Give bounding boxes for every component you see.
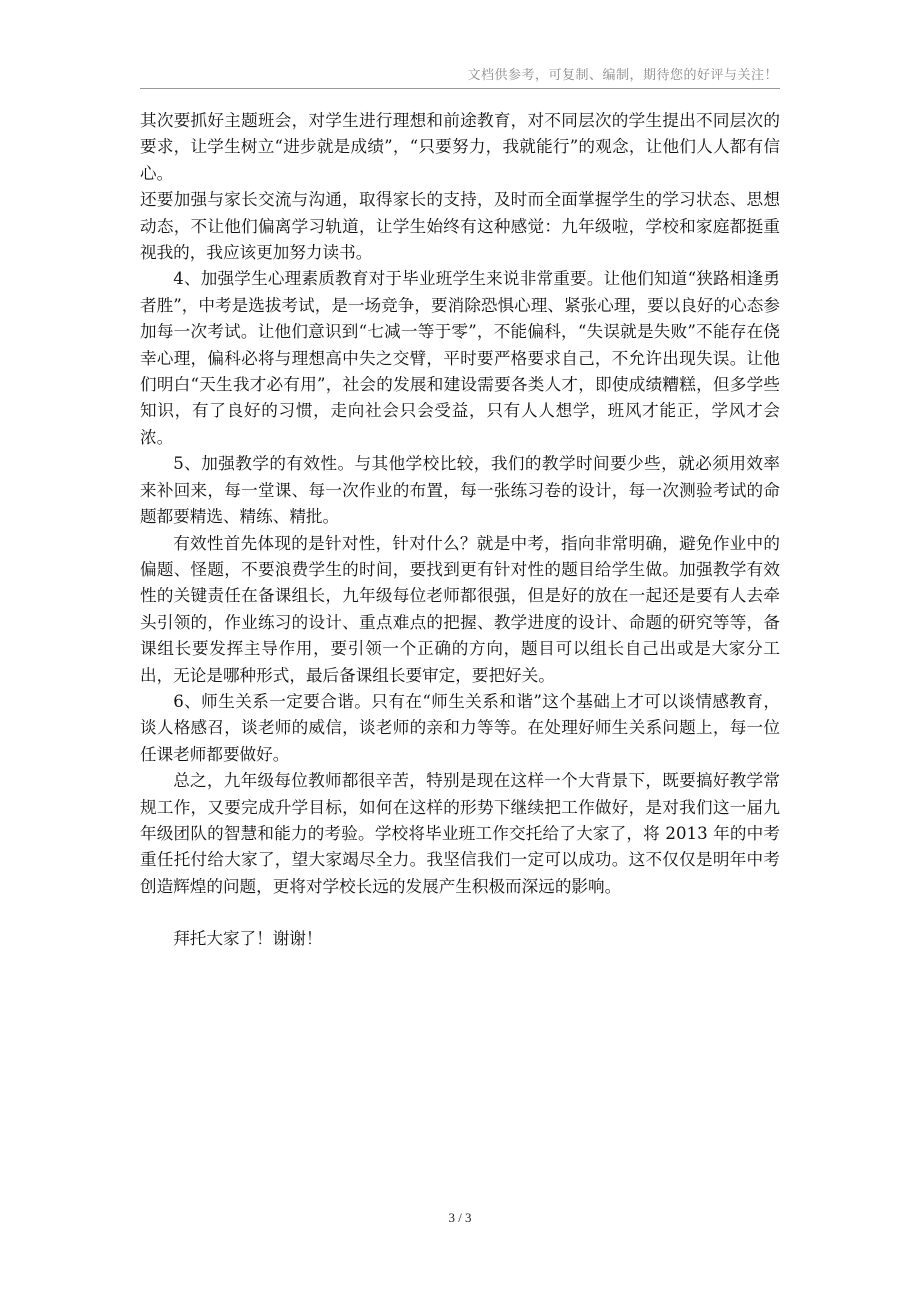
header-divider	[140, 88, 780, 89]
closing-remark: 拜托大家了！谢谢！	[173, 929, 323, 949]
paragraph-parent-communication: 还要加强与家长交流与沟通，取得家长的支持，及时而全面掌握学生的学习状态、思想动态，不让他们偏离学习轨道，让学生始终有这种感觉：九年级啦，学校和家庭都挺重视我的，我应该更加努力读书。	[140, 190, 780, 263]
paragraph-class-meeting: 其次要抓好主题班会，对学生进行理想和前途教育，对不同层次的学生提出不同层次的要求，让学生树立“进步就是成绩”，“只要努力，我就能行”的观念，让他们人人都有信心。	[140, 111, 780, 183]
document-body	[140, 108, 780, 953]
paragraph-psychological-quality: 4、加强学生心理素质教育对于毕业班学生来说非常重要。让他们知道“狭路相逢勇者胜”，中考是选拔考试，是一场竞争，要消除恐惧心理、紧张心理，要以良好的心态参加每一次考试。让他们意识到“七减一等于零”，不能偏科，“失误就是失败”不能存在侥幸心理，偏科必将与理想高中失之交臂，平时要严格要求自己，不允许出现失误。让他们明白“天生我才必有用”，社会的发展和建设需要各类人才，即使成绩糟糕，但多学些知识，有了良好的习惯，走向社会只会受益，只有人人想学，班风才能正，学风才会浓。	[140, 269, 780, 447]
page-number: 3 / 3	[448, 1210, 472, 1225]
paragraph-teacher-student-relations: 6、师生关系一定要合谐。只有在“师生关系和谐”这个基础上才可以谈情感教育，谈人格感召，谈老师的威信，谈老师的亲和力等等。在处理好师生关系问题上，每一位任课老师都要做好。	[140, 691, 780, 764]
paragraph-summary: 总之，九年级每位教师都很辛苦，特别是现在这样一个大背景下，既要搞好教学常规工作，又要完成升学目标，如何在这样的形势下继续把工作做好，是对我们这一届九年级团队的智慧和能力的考验。学校将毕业班工作交托给了大家了，将 2013 年的中考重任托付给大家了，望大家竭尽全力。我坚信我们一定可以成功。这不仅仅是明年中考创造辉煌的问题，更将对学校长远的发展产生积极而深远的影响。	[140, 771, 780, 896]
paragraph-teaching-effectiveness: 5、加强教学的有效性。与其他学校比较，我们的教学时间要少些，就必须用效率来补回来，每一堂课、每一次作业的布置，每一张练习卷的设计，每一次测验考试的命题都要精选、精练、精批。	[140, 454, 780, 527]
paragraph-targeted-teaching: 有效性首先体现的是针对性，针对什么？就是中考，指向非常明确，避免作业中的偏题、怪题，不要浪费学生的时间，要找到更有针对性的题目给学生做。加强教学有效性的关键责任在备课组长，九年级每位老师都很强，但是好的放在一起还是要有人去牵头引领的，作业练习的设计、重点难点的把握、教学进度的设计、命题的研究等等，备课组长要发挥主导作用，要引领一个正确的方向，题目可以组长自己出或是大家分工出，无论是哪种形式，最后备课组长要审定，要把好关。	[140, 533, 780, 685]
header-note: 文档供参考，可复制、编制，期待您的好评与关注！	[467, 68, 778, 83]
